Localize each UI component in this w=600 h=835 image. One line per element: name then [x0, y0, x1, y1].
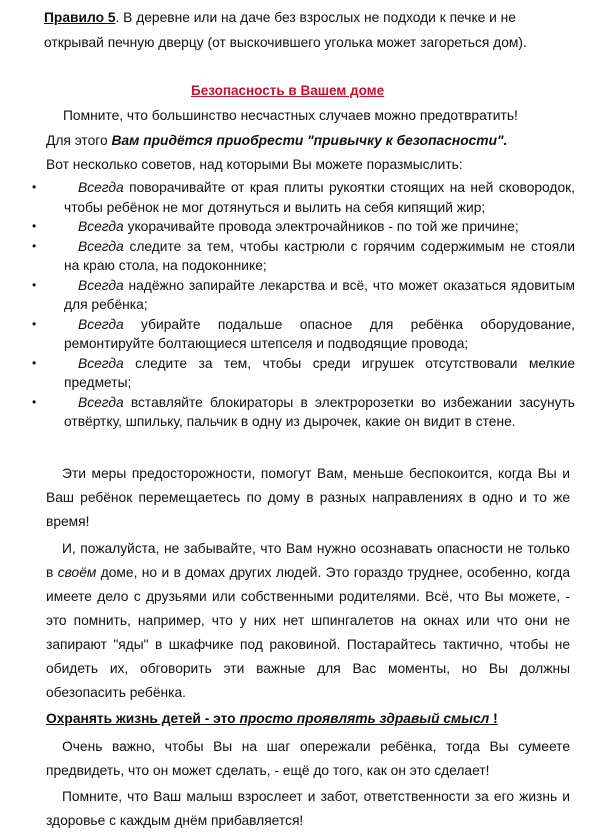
section-title: Безопасность в Вашем доме	[191, 83, 385, 98]
tip-text: поворачивайте от края плиты рукоятки стоящих на ней сковородок, чтобы ребёнок не мог дотянуться и вылить на себя кипящий жир;	[64, 180, 575, 215]
paragraph-other-homes-part1: И, пожалуйста, не забывайте, что Вам нужно осознавать опасности не только в	[46, 541, 570, 580]
paragraph-other-homes-part2: доме, но и в домах других людей. Это гораздо труднее, особенно, когда имеете дело с друзьями или собственными родителями. Всё, что Вы можете, - это помнить, например, что у них нет шпингалетов на окнах или что они не запирают "яды" в шкафчике под раковиной. Постарайтесь тактично, чтобы не обидеть их, обговорить эти важные для Вас моменты, но Вы должны обезопасить ребёнка.	[46, 565, 570, 700]
tip-lead: Всегда	[78, 238, 124, 254]
tip-lead: Всегда	[78, 180, 124, 195]
safety-tips-list	[30, 178, 575, 432]
bullet-icon: •	[32, 180, 37, 194]
motto-end: !	[489, 711, 498, 726]
tip-text: убирайте подальше опасное для ребёнка оборудование, ремонтируйте болтающиеся штепселя и подводящие провода;	[64, 316, 575, 351]
tip-text: следите за тем, чтобы среди игрушек отсутствовали мелкие предметы;	[64, 355, 575, 390]
intro-3: Вот несколько советов, над которыми Вы можете поразмыслить:	[46, 157, 463, 172]
bullet-icon: •	[32, 277, 37, 292]
paragraph-anticipate	[46, 735, 570, 783]
tip-text: следите за тем, чтобы кастрюли с горячим содержимым не стояли на краю стола, на подоконнике;	[64, 238, 575, 273]
list-item	[30, 178, 575, 217]
list-item	[30, 315, 575, 354]
intro-1: Помните, что большинство несчастных случаев можно предотвратить!	[63, 108, 518, 123]
motto	[46, 711, 498, 726]
rule5-line2: открывай печную дверцу (от выскочившего уголька может загореться дом).	[44, 35, 527, 50]
motto-bold-italic: просто проявлять здравый смысл	[239, 711, 490, 726]
rule5-label: Правило 5	[44, 10, 116, 25]
bullet-icon: •	[32, 219, 37, 233]
tip-lead: Всегда	[78, 394, 124, 410]
list-item	[30, 354, 575, 393]
paragraph-anticipate-text: Очень важно, чтобы Вы на шаг опережали ребёнка, тогда Вы сумеете предвидеть, что он может сделать, - ещё до того, как он это сделает!	[46, 739, 570, 778]
tip-text: укорачивайте провода электрочайников - по той же причине;	[123, 219, 519, 234]
bullet-icon: •	[32, 394, 37, 409]
rule5-line1	[44, 10, 516, 25]
tip-lead: Всегда	[78, 355, 124, 371]
list-item	[30, 237, 575, 276]
bullet-icon: •	[32, 316, 37, 331]
paragraph-growing	[46, 785, 570, 833]
paragraph-growing-text: Помните, что Ваш малыш взрослеет и забот, ответственности за его жизнь и здоровье с каждым днём прибавляется!	[46, 789, 570, 828]
paragraph-other-homes-italic: своём	[57, 565, 97, 580]
tip-text: вставляйте блокираторы в электророзетки во избежании засунуть отвёртку, шпильку, пальчик в одну из дырочек, какие он видит в стене.	[64, 394, 575, 429]
rule5-text-1: . В деревне или на даче без взрослых не подходи к печке и не	[115, 10, 516, 25]
intro-2	[46, 133, 507, 148]
tip-text: надёжно запирайте лекарства и всё, что может оказаться ядовитым для ребёнка;	[64, 277, 575, 312]
tip-lead: Всегда	[78, 316, 124, 332]
tip-lead: Всегда	[78, 219, 124, 234]
motto-bold: Охранять жизнь детей - это	[46, 711, 240, 726]
list-item	[30, 393, 575, 432]
intro-2-plain: Для этого	[46, 133, 112, 148]
list-item	[30, 276, 575, 315]
bullet-icon: •	[32, 355, 37, 370]
list-item	[30, 217, 575, 237]
paragraph-precautions	[46, 462, 570, 534]
paragraph-other-homes	[46, 537, 570, 705]
bullet-icon: •	[32, 238, 37, 253]
intro-2-bold: Вам придётся приобрести "привычку к безопасности".	[111, 133, 508, 148]
tip-lead: Всегда	[78, 277, 124, 293]
paragraph-precautions-text: Эти меры предосторожности, помогут Вам, меньше беспокоится, когда Вы и Ваш ребёнок перемещаетесь по дому в разных направлениях в одно и то же время!	[46, 466, 570, 529]
